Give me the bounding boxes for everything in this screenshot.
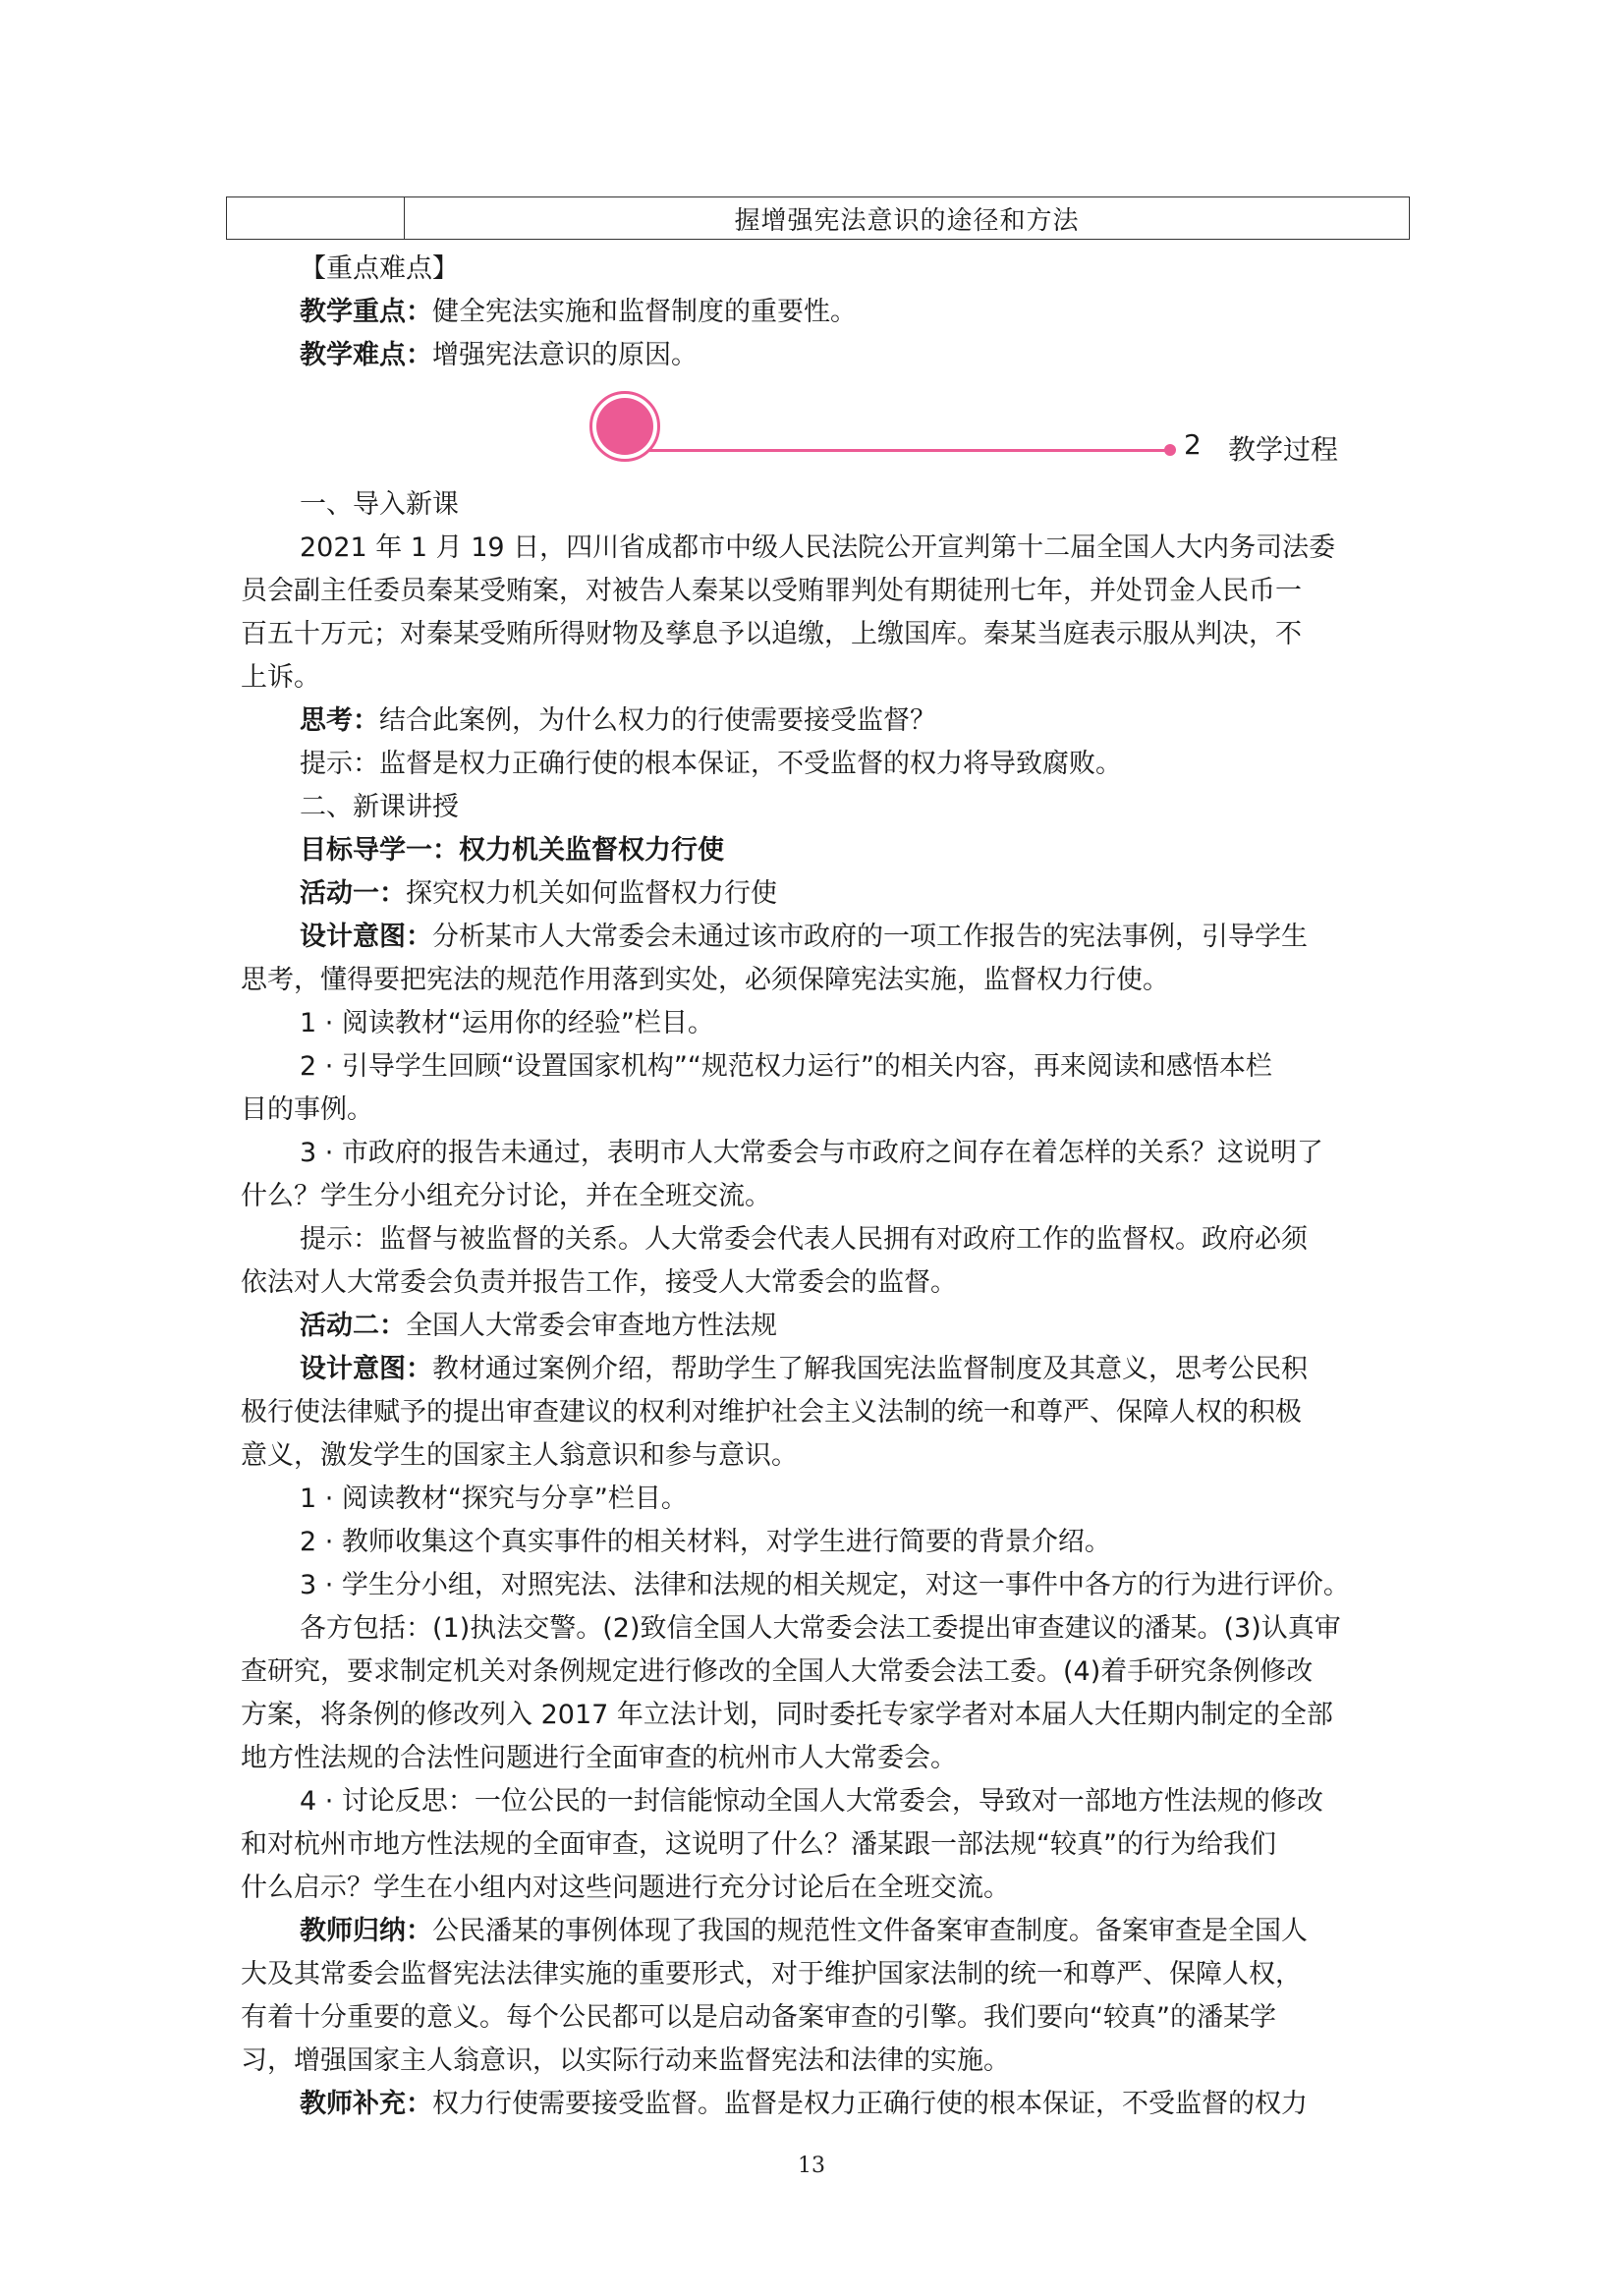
line-text: 各方包括：(1)执法交警。(2)致信全国人大常委会法工委提出审查建议的潘某。(3)认真审	[300, 1613, 1341, 1644]
key-points-heading: 【重点难点】	[300, 253, 459, 284]
text-line	[241, 1521, 1395, 1564]
text-line	[241, 1261, 1395, 1305]
text-line	[241, 700, 1395, 743]
line-text: 依法对人大常委会负责并报告工作，接受人大常委会的监督。	[241, 1267, 957, 1298]
line-text: 2 · 教师收集这个真实事件的相关材料，对学生进行简要的背景介绍。	[300, 1527, 1111, 1557]
line-text: 上诉。	[241, 662, 320, 693]
teaching-difficulty	[241, 334, 1395, 377]
line-label: 目标导学一：权力机关监督权力行使	[300, 835, 724, 866]
text-line	[241, 570, 1395, 613]
line-label: 设计意图：	[300, 1354, 432, 1384]
line-text: 结合此案例，为什么权力的行使需要接受监督？	[379, 705, 936, 736]
line-text: 4 · 讨论反思：一位公民的一封信能惊动全国人大常委会，导致对一部地方性法规的修改	[300, 1786, 1323, 1817]
text-line	[241, 483, 1395, 527]
text-line	[241, 872, 1395, 916]
line-text: 方案，将条例的修改列入 2017 年立法计划，同时委托专家学者对本届人大任期内制定的全部	[241, 1700, 1333, 1730]
text-line	[241, 2040, 1395, 2083]
line-text: 什么？学生分小组充分讨论，并在全班交流。	[241, 1181, 771, 1211]
text-line	[241, 1478, 1395, 1521]
line-text: 全国人大常委会审查地方性法规	[406, 1311, 777, 1341]
line-text: 习，增强国家主人翁意识，以实际行动来监督宪法和法律的实施。	[241, 2045, 1010, 2076]
text: 增强宪法意识的原因。	[432, 340, 698, 370]
text-line	[241, 1953, 1395, 1996]
text-line	[241, 1867, 1395, 1910]
body-lines	[241, 483, 1395, 2126]
text-line	[241, 2083, 1395, 2126]
line-text: 公民潘某的事例体现了我国的规范性文件备案审查制度。备案审查是全国人	[432, 1916, 1308, 1946]
line-text: 一、导入新课	[300, 489, 459, 520]
line-text: 百五十万元；对秦某受贿所得财物及孳息予以追缴，上缴国库。秦某当庭表示服从判决，不	[241, 619, 1302, 649]
line-text: 员会副主任委员秦某受贿案，对被告人秦某以受贿罪判处有期徒刑七年，并处罚金人民币一	[241, 576, 1302, 606]
line-text: 极行使法律赋予的提出审查建议的权利对维护社会主义法制的统一和尊严、保障人权的积极	[241, 1397, 1302, 1428]
text-line	[241, 1002, 1395, 1045]
text-line	[241, 1305, 1395, 1348]
line-text: 有着十分重要的意义。每个公民都可以是启动备案审查的引擎。我们要向“较真”的潘某学	[241, 2002, 1276, 2033]
teaching-focus	[241, 291, 1395, 334]
line-text: 提示：监督与被监督的关系。人大常委会代表人民拥有对政府工作的监督权。政府必须	[300, 1224, 1308, 1255]
line-text: 二、新课讲授	[300, 792, 459, 822]
table-fragment	[226, 196, 1410, 240]
table-cell-empty	[227, 197, 405, 239]
text-line	[241, 1348, 1395, 1391]
text-line	[241, 1391, 1395, 1434]
text-line	[241, 1607, 1395, 1651]
label: 教学难点：	[300, 340, 432, 370]
text-line	[241, 1780, 1395, 1823]
line-label: 活动一：	[300, 878, 406, 909]
text-line	[241, 656, 1395, 700]
line-label: 设计意图：	[300, 922, 432, 952]
text-line	[241, 1564, 1395, 1607]
text-line	[241, 1823, 1395, 1867]
line-label: 教师补充：	[300, 2089, 432, 2119]
text-line	[241, 1089, 1395, 1132]
table-cell-text: 握增强宪法意识的途径和方法	[734, 205, 1080, 236]
text-line	[241, 1218, 1395, 1261]
text-line	[241, 613, 1395, 656]
line-text: 1 · 阅读教材“探究与分享”栏目。	[300, 1484, 688, 1514]
text-line	[241, 1694, 1395, 1737]
text-line	[241, 1175, 1395, 1218]
line-text: 查研究，要求制定机关对条例规定进行修改的全国人大常委会法工委。(4)着手研究条例修改	[241, 1656, 1314, 1687]
text: 健全宪法实施和监督制度的重要性。	[432, 297, 857, 327]
line-text: 教材通过案例介绍，帮助学生了解我国宪法监督制度及其意义，思考公民积	[432, 1354, 1308, 1384]
label: 教学重点：	[300, 297, 432, 327]
line-text: 目的事例。	[241, 1094, 373, 1125]
line-text: 权力行使需要接受监督。监督是权力正确行使的根本保证，不受监督的权力	[432, 2089, 1308, 2119]
text-line	[241, 1045, 1395, 1089]
line-text: 和对杭州市地方性法规的全面审查，这说明了什么？潘某跟一部法规“较真”的行为给我们	[241, 1829, 1276, 1860]
line-text: 分析某市人大常委会未通过该市政府的一项工作报告的宪法事例，引导学生	[432, 922, 1308, 952]
section-title: 教学过程	[1228, 433, 1339, 466]
text-line	[241, 916, 1395, 959]
text-line	[241, 1996, 1395, 2040]
line-label: 教师归纳：	[300, 1916, 432, 1946]
line-text: 什么启示？学生在小组内对这些问题进行充分讨论后在全班交流。	[241, 1873, 1010, 1903]
decorative-dot-icon	[596, 398, 653, 455]
line-text: 提示：监督是权力正确行使的根本保证，不受监督的权力将导致腐败。	[300, 749, 1122, 779]
line-text: 意义，激发学生的国家主人翁意识和参与意识。	[241, 1440, 798, 1471]
line-text: 2021 年 1 月 19 日，四川省成都市中级人民法院公开宣判第十二届全国人大内务司法委	[300, 532, 1336, 563]
text-line	[241, 1737, 1395, 1780]
text-line	[241, 527, 1395, 570]
line-text: 思考，懂得要把宪法的规范作用落到实处，必须保障宪法实施，监督权力行使。	[241, 965, 1169, 995]
line-text: 地方性法规的合法性问题进行全面审查的杭州市人大常委会。	[241, 1743, 957, 1773]
line-text: 大及其常委会监督宪法法律实施的重要形式，对于维护国家法制的统一和尊严、保障人权，	[241, 1959, 1302, 1989]
line-text: 1 · 阅读教材“运用你的经验”栏目。	[300, 1008, 714, 1038]
line-text: 3 · 学生分小组，对照宪法、法律和法规的相关规定，对这一事件中各方的行为进行评价。	[300, 1570, 1350, 1600]
text-line	[241, 743, 1395, 786]
line-end-dot-icon	[1164, 444, 1176, 456]
decorative-line	[648, 449, 1169, 452]
line-label: 思考：	[300, 705, 379, 736]
section-number: 2	[1184, 428, 1202, 461]
text-line	[241, 786, 1395, 829]
page-number: 13	[798, 2154, 825, 2178]
line-text: 2 · 引导学生回顾“设置国家机构”“规范权力运行”的相关内容，再来阅读和感悟本栏	[300, 1051, 1272, 1082]
line-text: 探究权力机关如何监督权力行使	[406, 878, 777, 909]
text-line	[241, 959, 1395, 1002]
body-content	[241, 248, 1395, 2126]
text-line	[241, 1132, 1395, 1175]
text-line	[241, 1910, 1395, 1953]
text-line	[241, 1651, 1395, 1694]
text-line	[241, 829, 1395, 872]
text-line	[241, 1434, 1395, 1478]
line-text: 3 · 市政府的报告未通过，表明市人大常委会与市政府之间存在着怎样的关系？这说明了	[300, 1138, 1323, 1168]
line-label: 活动二：	[300, 1311, 406, 1341]
section-heading	[241, 385, 1395, 483]
